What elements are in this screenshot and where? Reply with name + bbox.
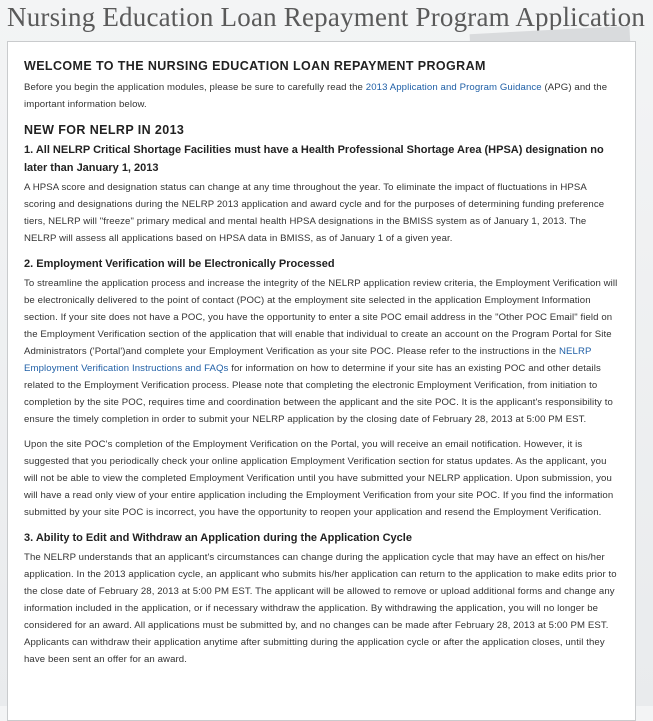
- welcome-heading: WELCOME TO THE NURSING EDUCATION LOAN REPAYMENT PROGRAM: [24, 59, 486, 73]
- intro-paragraph: [24, 79, 619, 113]
- new-section-heading: NEW FOR NELRP IN 2013: [24, 123, 185, 137]
- apg-link[interactable]: 2013 Application and Program Guidance: [365, 82, 542, 93]
- item-3-heading: 3. Ability to Edit and Withdraw an Application during the Application Cycle: [24, 532, 412, 544]
- item-2-text-end: for information on how to determine if your site has an existing POC and other details related to the Employment Verification process. Please note that completing the electronic Employment Verification, from initiation to completion by the site POC, requires time and coordination between the applicant and the site POC. It is the applicant's responsibility to ensure the timely completion in order to submit your NELRP application by the closing date of February 28, 2013 at 5:00 PM EST.: [24, 363, 613, 425]
- item-2-text: To streamline the application process and increase the integrity of the NELRP application review criteria, the Employment Verification will be electronically delivered to the point of contact (POC) at the employment site selected in the application Employment Information section. If your site does not have a POC, you have the opportunity to enter a site POC email address in the "Other POC Email" field on the Employment Verification section of the application that will enable that individual to create an account on the Program Portal for Site Administrators ('Portal')and complete your Employment Verification as your site POC. Please refer to the instructions in the: [24, 278, 618, 357]
- employment-verification-faq-link[interactable]: NELRP Employment Verification Instructions and FAQs: [24, 346, 592, 374]
- item-1-paragraph: A HPSA score and designation status can change at any time throughout the year. To eliminate the impact of fluctuations in HPSA scoring and designations during the NELRP 2013 application and award cycle and for the purposes of determining funding preference tiers, NELRP will "freeze" primary medical and mental health HPSA designations in the BMISS system as of January 1, 2013. The NELRP will assess all applications based on HPSA data in BMISS, as of January 1 of a given year.: [24, 182, 605, 244]
- content-panel: [7, 41, 636, 721]
- item-2-paragraph: [24, 275, 619, 428]
- intro-text-end: (APG) and the important information below.: [24, 82, 608, 110]
- item-2-heading: 2. Employment Verification will be Electronically Processed: [24, 258, 335, 270]
- item-1-heading: 1. All NELRP Critical Shortage Facilities must have a Health Professional Shortage Area (HPSA) designation no later than January 1, 2013: [24, 144, 604, 174]
- page-title: Nursing Education Loan Repayment Program Application: [7, 2, 646, 32]
- item-2-paragraph-2: Upon the site POC's completion of the Employment Verification on the Portal, you will receive an email notification. However, it is suggested that you periodically check your online application Employment Verification section for status updates. As the applicant, you will not be able to view the completed Employment Verification until you have submitted your NELRP application. Upon submission, you will have a read only view of your entire application including the Employment Verification from your site POC. If you find the information submitted by your site POC is incorrect, you have the opportunity to reopen your application and resend the Employment Verification.: [24, 439, 614, 518]
- item-3-paragraph: The NELRP understands that an applicant's circumstances can change during the application cycle that may have an effect on his/her application. In the 2013 application cycle, an applicant who submits his/her application can return to the application to make edits prior to the close date of February 28, 2013 at 5:00 PM EST. The applicant will be allowed to remove or upload additional forms and change any information included in the application, or if necessary withdraw the application. By withdrawing the application, you will no longer be considered for an award. All applications must be submitted by, and no changes can be made after February 28, 2013 at 5:00 PM EST. Applicants can withdraw their application anytime after submitting during the application cycle or after the application closes, until they have been sent an offer for an award.: [24, 552, 617, 665]
- intro-text: Before you begin the application modules, please be sure to carefully read the: [24, 82, 366, 93]
